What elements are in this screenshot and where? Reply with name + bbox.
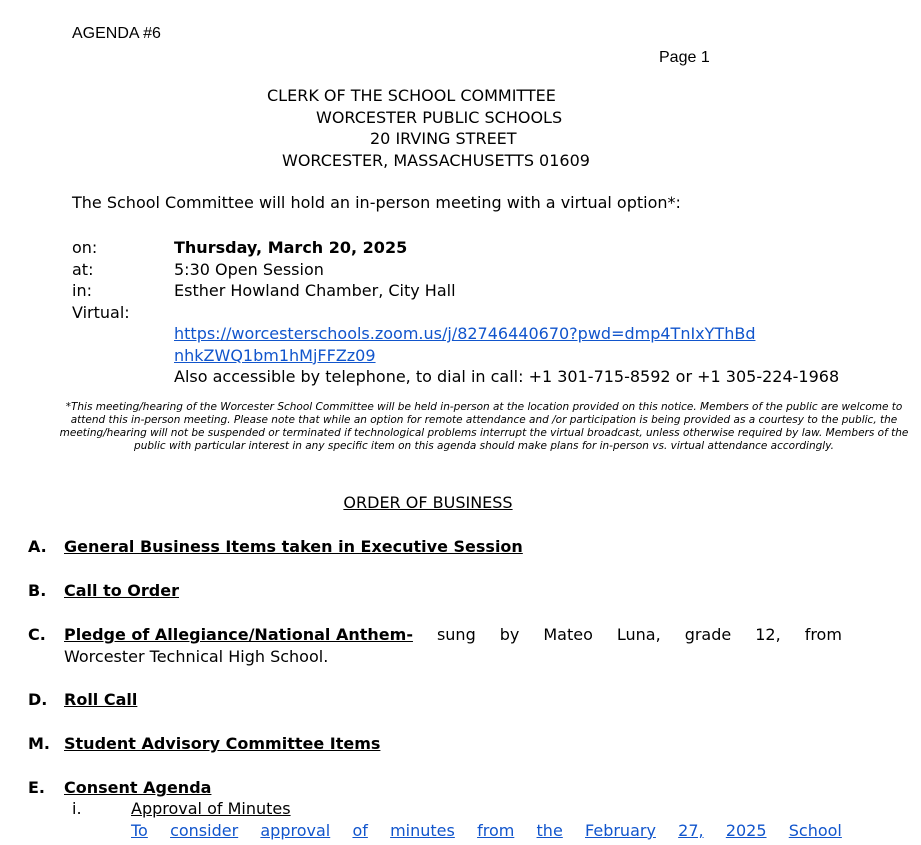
- minutes-link-word: 2025: [725, 821, 767, 840]
- minutes-link-word: February: [585, 821, 656, 840]
- agenda-number: AGENDA #6: [72, 25, 161, 42]
- zoom-link-line-2[interactable]: nhkZWQ1bm1hMjFFZz09: [174, 345, 376, 365]
- item-letter: M.: [28, 734, 50, 753]
- letterhead-line-city: WORCESTER, MASSACHUSETTS 01609: [282, 150, 590, 170]
- minutes-link-word: approval: [260, 821, 331, 840]
- meeting-location: Esther Howland Chamber, City Hall: [174, 281, 456, 300]
- item-letter: E.: [28, 778, 46, 797]
- meeting-date: Thursday, March 20, 2025: [174, 238, 408, 257]
- item-letter: D.: [28, 690, 48, 709]
- at-label: at:: [72, 259, 94, 279]
- minutes-link-word: minutes: [390, 821, 455, 840]
- disclaimer: *This meeting/hearing of the Worcester School Committee will be held in-person at the location provided on this notice. Members of the public are welcome to attend this in-person meeting. Please note that while an option for remote attendance and /or participation is being provided as a courtesy to the public, the meeting/hearing will not be suspended or terminated if technological problems interrupt the virtual broadcast, unless otherwise required by law. Members of the public with particular interest in any specific item on this agenda should make plans for in-person vs. virtual attendance accordingly.: [59, 401, 909, 452]
- item-letter: A.: [28, 537, 47, 556]
- letterhead-line-clerk: CLERK OF THE SCHOOL COMMITTEE: [267, 86, 556, 105]
- minutes-link-word: To: [131, 821, 148, 840]
- item-title: Pledge of Allegiance/National Anthem-: [64, 625, 413, 644]
- item-desc-word: Mateo: [543, 625, 593, 644]
- meeting-time: 5:30 Open Session: [174, 259, 324, 279]
- consent-sub-title: Approval of Minutes: [131, 799, 291, 818]
- virtual-label: Virtual:: [72, 302, 130, 322]
- item-title: Student Advisory Committee Items: [64, 734, 381, 753]
- item-title: Consent Agenda: [64, 778, 212, 797]
- item-desc-word: 12,: [755, 625, 781, 644]
- page-number: Page 1: [659, 49, 710, 66]
- item-desc-word: grade: [684, 625, 732, 644]
- minutes-link[interactable]: [131, 821, 842, 840]
- item-desc-word: sung: [436, 625, 476, 644]
- item-letter: C.: [28, 625, 46, 644]
- item-c-line-2: Worcester Technical High School.: [64, 647, 329, 666]
- item-desc-word: Luna,: [616, 625, 661, 644]
- item-desc-word: by: [499, 625, 520, 644]
- minutes-link-word: the: [536, 821, 563, 840]
- zoom-link-line-1[interactable]: https://worcesterschools.zoom.us/j/82746440670?pwd=dmp4TnIxYThBd: [174, 324, 756, 343]
- on-label: on:: [72, 238, 98, 257]
- consent-sub-number: i.: [72, 799, 82, 818]
- in-label: in:: [72, 281, 92, 300]
- item-title: Call to Order: [64, 581, 179, 600]
- minutes-link-word: School: [788, 821, 842, 840]
- minutes-link-word: 27,: [678, 821, 704, 840]
- telephone-info: Also accessible by telephone, to dial in call: +1 301-715-8592 or +1 305-224-1968: [174, 367, 840, 386]
- item-desc-word: from: [804, 625, 842, 644]
- item-title: General Business Items taken in Executive Session: [64, 537, 523, 556]
- meeting-intro: The School Committee will hold an in-person meeting with a virtual option*:: [72, 193, 681, 212]
- item-letter: B.: [28, 581, 47, 600]
- minutes-link-word: from: [477, 821, 515, 840]
- item-title: Roll Call: [64, 690, 138, 709]
- order-of-business-title: ORDER OF BUSINESS: [343, 493, 513, 512]
- item-c-line-1: [64, 624, 842, 646]
- minutes-link-word: consider: [170, 821, 239, 840]
- letterhead-line-schools: WORCESTER PUBLIC SCHOOLS: [316, 107, 563, 127]
- minutes-link-word: of: [352, 821, 368, 840]
- letterhead-line-street: 20 IRVING STREET: [370, 129, 517, 148]
